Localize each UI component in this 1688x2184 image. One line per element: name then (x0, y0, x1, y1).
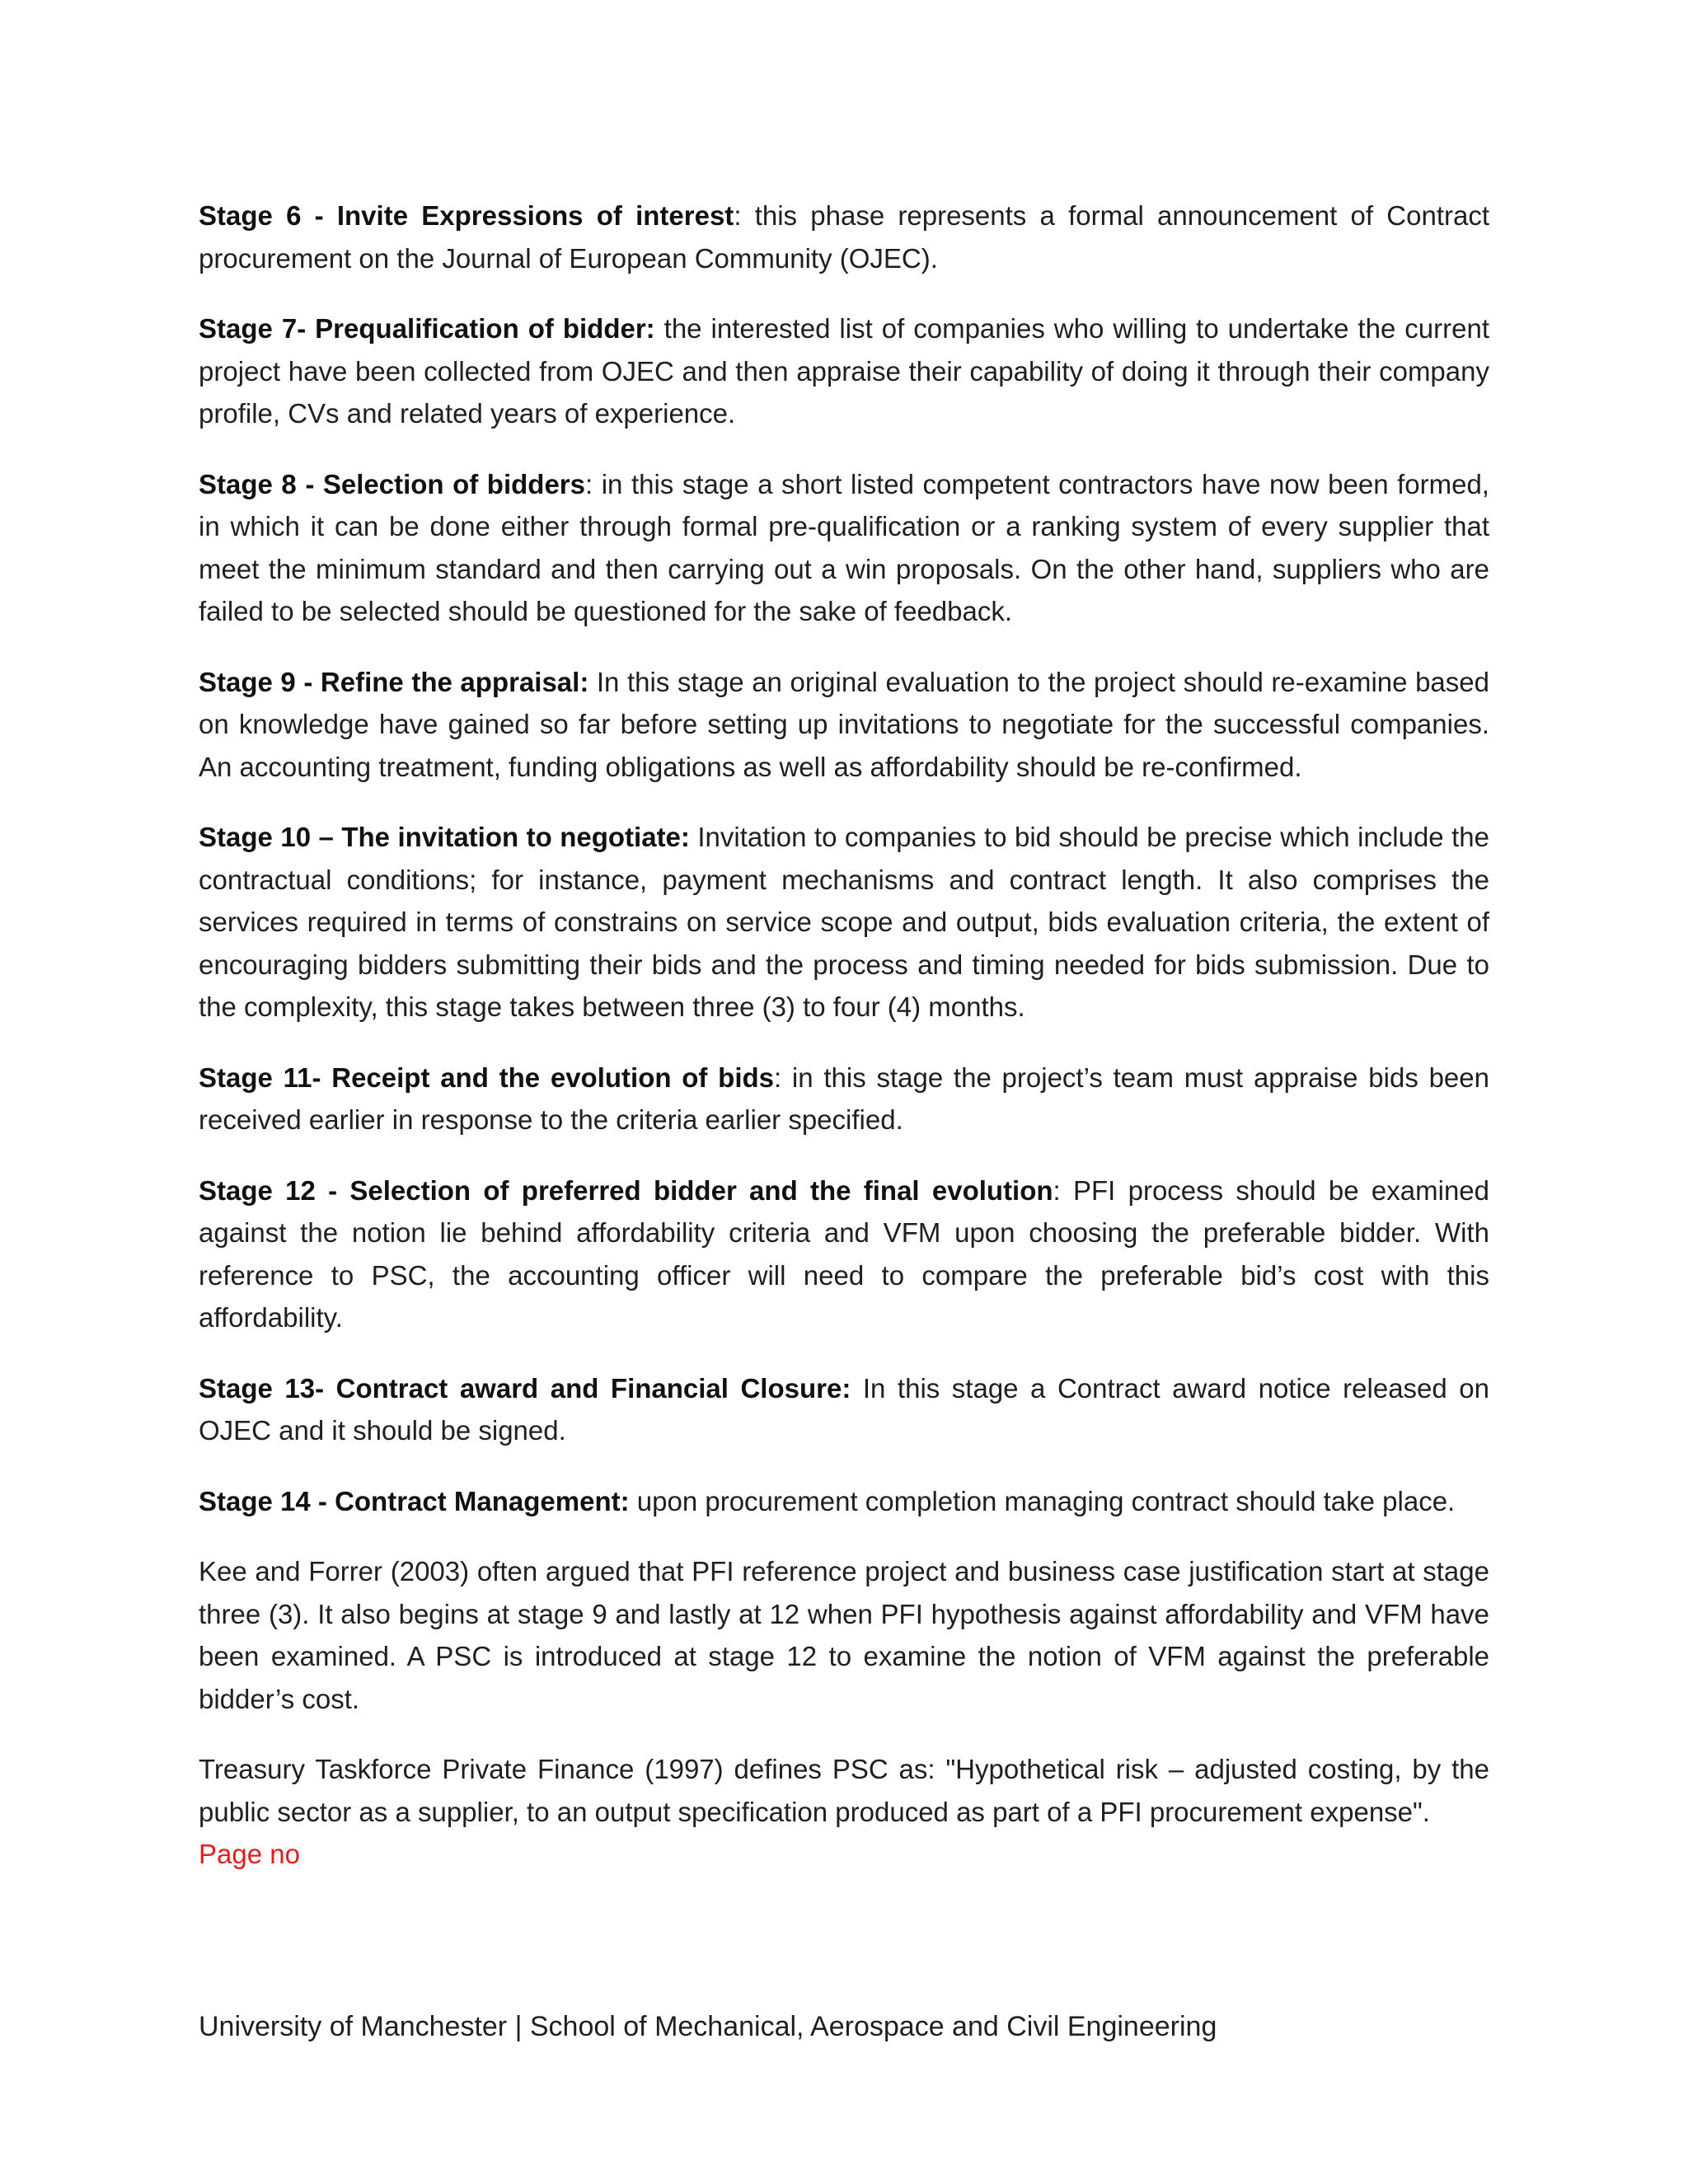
paragraph-stage-14 (199, 1480, 1489, 1523)
page-footer: University of Manchester | School of Mechanical, Aerospace and Civil Engineering (199, 2011, 1217, 2042)
stage-6-heading: Stage 6 - Invite Expressions of interest (199, 200, 734, 231)
stage-13-heading: Stage 13- Contract award and Financial Closure: (199, 1372, 851, 1404)
paragraph-stage-8 (199, 463, 1489, 633)
paragraph-stage-12 (199, 1169, 1489, 1339)
paragraph-stage-7 (199, 307, 1489, 435)
stage-7-text: the interested list of companies who willing to undertake the current project have been collected from OJEC and then appraise their capability of doing it through their company profile, CVs and related years of experience. (199, 313, 1490, 429)
stage-10-heading: Stage 10 – The invitation to negotiate: (199, 822, 690, 852)
stage-11-text: : in this stage the project’s team must appraise bids been received earlier in response to the criteria earlier specified. (199, 1062, 1489, 1135)
paragraph-stage-11 (199, 1057, 1489, 1141)
stage-6-text: : this phase represents a formal announcement of Contract procurement on the Journal of European Community (OJEC). (199, 200, 1489, 274)
treasury-taskforce-text: Treasury Taskforce Private Finance (1997) defines PSC as: "Hypothetical risk – adjusted costing, by the public sector as a supplier, to an output specification produced as part of a PFI procurement expense". (199, 1754, 1489, 1827)
paragraph-stage-9 (199, 661, 1489, 789)
stage-13-text: In this stage a Contract award notice released on OJEC and it should be signed. (199, 1372, 1489, 1446)
stage-11-heading: Stage 11- Receipt and the evolution of bids (199, 1062, 774, 1093)
paragraph-kee-forrer (199, 1550, 1489, 1720)
paragraph-stage-6 (199, 194, 1489, 279)
paragraph-stage-10 (199, 816, 1489, 1029)
stage-14-heading: Stage 14 - Contract Management: (199, 1485, 630, 1516)
stage-12-heading: Stage 12 - Selection of preferred bidder and the final evolution (199, 1174, 1053, 1206)
stage-9-heading: Stage 9 - Refine the appraisal: (199, 666, 589, 697)
stage-9-text: In this stage an original evaluation to the project should re-examine based on knowledge have gained so far before setting up invitations to negotiate for the successful companies. An accounting treatment, funding obligations as well as affordability should be re-confirmed. (199, 666, 1489, 782)
stage-7-heading: Stage 7- Prequalification of bidder: (199, 313, 655, 344)
stage-10-text: Invitation to companies to bid should be precise which include the contractual conditions; for instance, payment mechanisms and contract length. It also comprises the services required in terms of constrains on service scope and output, bids evaluation criteria, the extent of encouraging bidders submitting their bids and the process and timing needed for bids submission. Due to the complexity, this stage takes between three (3) to four (4) months. (199, 822, 1489, 1022)
page-no-placeholder: Page no (199, 1839, 300, 1869)
paragraph-treasury-taskforce (199, 1748, 1489, 1876)
stage-12-text: : PFI process should be examined against the notion lie behind affordability criteria and VFM upon choosing the preferable bidder. With reference to PSC, the accounting officer will need to compare the preferable bid’s cost with this affordability. (199, 1174, 1489, 1333)
body-text (199, 194, 1489, 1904)
stage-8-text: : in this stage a short listed competent contractors have now been formed, in which it can be done either through formal pre-qualification or a ranking system of every supplier that meet the minimum standard and then carrying out a win proposals. On the other hand, suppliers who are failed to be selected should be questioned for the sake of feedback. (199, 468, 1489, 626)
stage-8-heading: Stage 8 - Selection of bidders (199, 468, 585, 499)
stage-14-text: upon procurement completion managing contract should take place. (629, 1485, 1456, 1516)
paragraph-stage-13 (199, 1367, 1489, 1452)
kee-forrer-text: Kee and Forrer (2003) often argued that PFI reference project and business case justification start at stage three (3). It also begins at stage 9 and lastly at 12 when PFI hypothesis against affordability and VFM have been examined. A PSC is introduced at stage 12 to examine the notion of VFM against the preferable bidder’s cost. (199, 1556, 1489, 1714)
